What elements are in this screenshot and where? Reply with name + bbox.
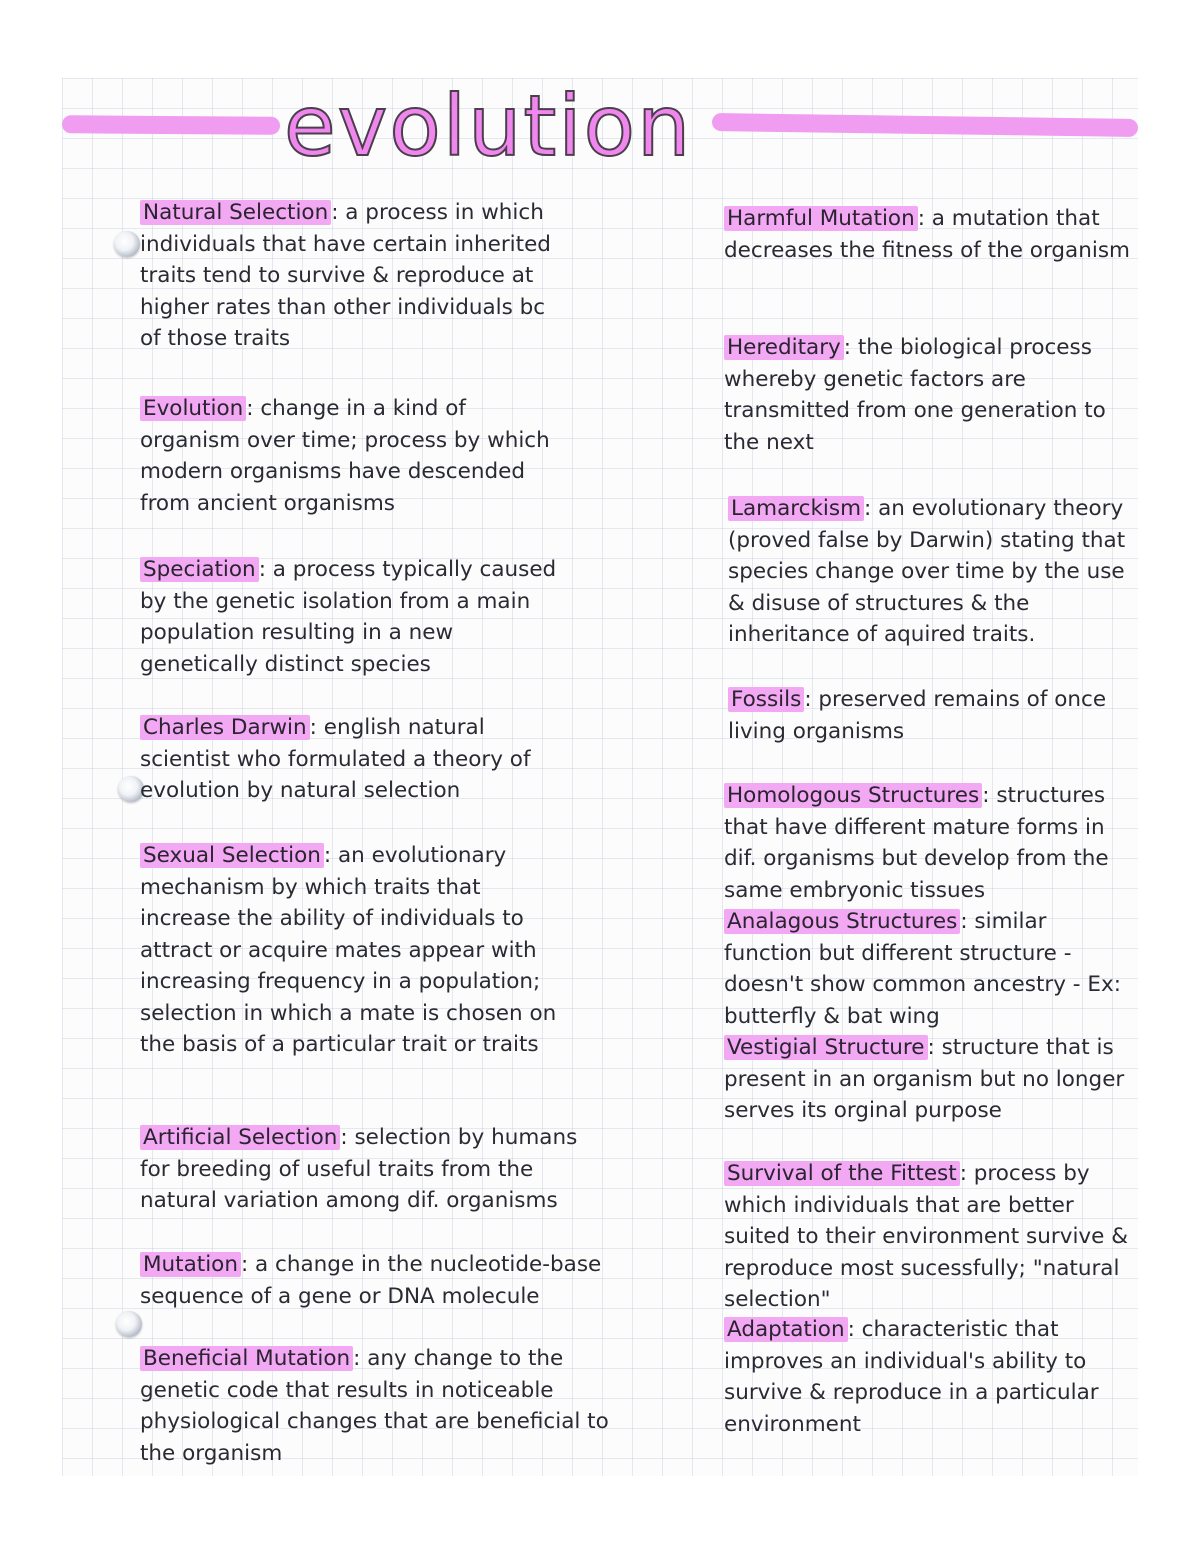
definition-entry: Vestigial Structure : structure that is present in an organism but no longer serves its orginal purpose <box>724 1035 1125 1123</box>
term-label: Adaptation <box>724 1317 848 1342</box>
term-label: Natural Selection <box>140 200 331 225</box>
term-label: Beneficial Mutation <box>140 1346 353 1371</box>
definition-entry: Fossils : preserved remains of once living organisms <box>728 687 1107 744</box>
definition-entry: Artificial Selection : selection by humans for breeding of useful traits from the natural variation among dif. organisms <box>140 1125 578 1213</box>
definition-entry: Lamarckism : an evolutionary theory (proved false by Darwin) stating that species change over time by the use & disuse of structures & the inheritance of aquired traits. <box>728 496 1126 647</box>
definition-entry: Hereditary : the biological process whereby genetic factors are transmitted from one generation to the next <box>724 335 1106 455</box>
definition-entry: Charles Darwin : english natural scientist who formulated a theory of evolution by natural selection <box>140 715 531 803</box>
definition-text: structures that have different mature forms in dif. organisms but develop from the same embryonic tissues <box>724 783 1109 903</box>
term-label: Sexual Selection <box>140 843 324 868</box>
binder-hole-icon <box>114 231 140 257</box>
definition-text: any change to the genetic code that results in noticeable physiological changes that are beneficial to the organism <box>140 1346 609 1466</box>
definition-entry: Mutation : a change in the nucleotide-base sequence of a gene or DNA molecule <box>140 1252 602 1309</box>
definition-text: characteristic that improves an individual's ability to survive & reproduce in a particular environment <box>724 1317 1099 1437</box>
title-underline-left <box>62 115 280 135</box>
term-label: Analagous Structures <box>724 909 960 934</box>
term-label: Charles Darwin <box>140 715 310 740</box>
definition-entry: Homologous Structures : structures that have different mature forms in dif. organisms but develop from the same embryonic tissues <box>724 783 1109 903</box>
definition-text: selection by humans for breeding of useful traits from the natural variation among dif. organisms <box>140 1125 578 1213</box>
definition-text: the biological process whereby genetic factors are transmitted from one generation to the next <box>724 335 1106 455</box>
term-label: Lamarckism <box>728 496 864 521</box>
definition-entry: Natural Selection : a process in which individuals that have certain inherited traits tend to survive & reproduce at higher rates than other individuals bc of those traits <box>140 200 551 351</box>
definition-text: change in a kind of organism over time; process by which modern organisms have descended from ancient organisms <box>140 396 550 516</box>
term-label: Mutation <box>140 1252 241 1277</box>
term-label: Homologous Structures <box>724 783 982 808</box>
definition-entry: Survival of the Fittest : process by which individuals that are better suited to their environment survive & reproduce most sucessfully; "natural selection" <box>724 1161 1128 1312</box>
definition-text: a mutation that decreases the fitness of the organism <box>724 206 1130 263</box>
definition-entry: Analagous Structures : similar function but different structure - doesn't show common ancestry - Ex: butterfly & bat wing <box>724 909 1121 1029</box>
definition-entry: Speciation : a process typically caused by the genetic isolation from a main population resulting in a new genetically distinct species <box>140 557 557 677</box>
term-label: Hereditary <box>724 335 844 360</box>
term-label: Artificial Selection <box>140 1125 340 1150</box>
definition-entry: Harmful Mutation : a mutation that decreases the fitness of the organism <box>724 206 1130 263</box>
term-label: Evolution <box>140 396 246 421</box>
definition-text: process by which individuals that are better suited to their environment survive & reproduce most sucessfully; "natural selection" <box>724 1161 1128 1312</box>
title-banner <box>62 77 1138 175</box>
term-label: Harmful Mutation <box>724 206 918 231</box>
term-label: Vestigial Structure <box>724 1035 928 1060</box>
definition-text: an evolutionary theory (proved false by Darwin) stating that species change over time by the use & disuse of structures & the inheritance of aquired traits. <box>728 496 1126 647</box>
term-label: Survival of the Fittest <box>724 1161 960 1186</box>
definition-entry: Adaptation : characteristic that improves an individual's ability to survive & reproduce in a particular environment <box>724 1317 1099 1437</box>
term-label: Fossils <box>728 687 804 712</box>
page-title: evolution <box>284 77 693 175</box>
definition-text: english natural scientist who formulated a theory of evolution by natural selection <box>140 715 531 803</box>
definition-text: similar function but different structure - doesn't show common ancestry - Ex: butterfly & bat wing <box>724 909 1121 1029</box>
title-underline-right <box>712 113 1138 137</box>
definition-entry: Evolution : change in a kind of organism over time; process by which modern organisms have descended from ancient organisms <box>140 396 550 516</box>
definition-text: a process typically caused by the genetic isolation from a main population resulting in a new genetically distinct species <box>140 557 557 677</box>
definition-text: preserved remains of once living organisms <box>728 687 1107 744</box>
definition-entry: Beneficial Mutation : any change to the genetic code that results in noticeable physiological changes that are beneficial to the organism <box>140 1346 609 1466</box>
binder-hole-icon <box>116 1311 142 1337</box>
definition-text: a process in which individuals that have certain inherited traits tend to survive & reproduce at higher rates than other individuals bc of those traits <box>140 200 551 351</box>
definition-text: a change in the nucleotide-base sequence of a gene or DNA molecule <box>140 1252 602 1309</box>
term-label: Speciation <box>140 557 259 582</box>
definition-entry: Sexual Selection : an evolutionary mechanism by which traits that increase the ability of individuals to attract or acquire mates appear with increasing frequency in a population; selection in which a mate is chosen on the basis of a particular trait or traits <box>140 843 557 1057</box>
definition-text: structure that is present in an organism but no longer serves its orginal purpose <box>724 1035 1125 1123</box>
definition-text: an evolutionary mechanism by which traits that increase the ability of individuals to attract or acquire mates appear with increasing frequency in a population; selection in which a mate is chosen on the basis of a particular trait or traits <box>140 843 557 1057</box>
